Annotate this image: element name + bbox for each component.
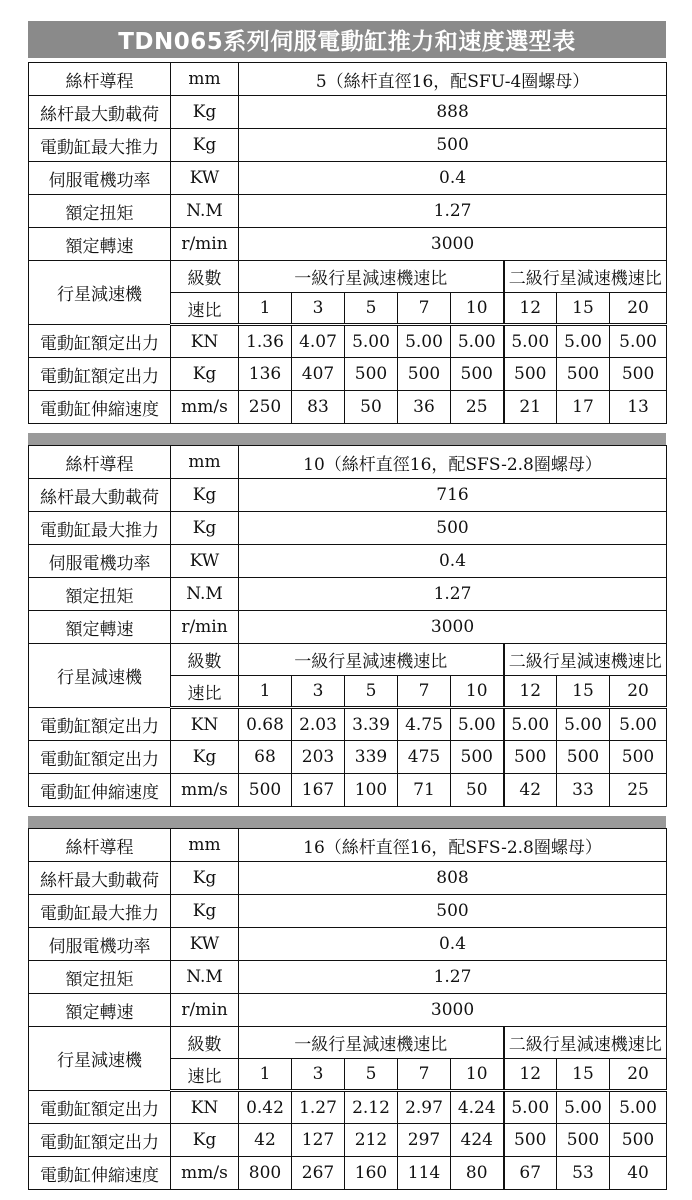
stroke-speed-row <box>29 774 667 807</box>
spec-table <box>28 62 667 424</box>
planetary-reducer-label: 行星減速機 <box>29 261 171 325</box>
value-cell: 500 <box>557 1124 610 1157</box>
value-cell: 67 <box>504 1157 557 1190</box>
reducer-stage-row <box>29 1027 667 1059</box>
value-cell: 203 <box>292 741 345 774</box>
spec-table <box>28 828 667 1190</box>
value-cell: 5.00 <box>451 708 504 741</box>
rated-speed-row <box>29 994 667 1027</box>
unit-cell: KW <box>171 162 239 195</box>
stroke-speed-row <box>29 1157 667 1190</box>
lead-row <box>29 829 667 862</box>
value-cell: 1.27 <box>292 1091 345 1124</box>
row-label: 電動缸伸縮速度 <box>29 1157 171 1190</box>
spec-table-section-3 <box>28 828 666 1190</box>
ratio-cell: 12 <box>504 293 557 325</box>
value-cell: 50 <box>345 391 398 424</box>
ratio-label: 速比 <box>171 1059 239 1091</box>
ratio-cell: 3 <box>292 293 345 325</box>
row-label: 電動缸額定出力 <box>29 1124 171 1157</box>
value-cell: 68 <box>239 741 292 774</box>
unit-cell: Kg <box>171 862 239 895</box>
value-cell: 297 <box>398 1124 451 1157</box>
value-cell: 407 <box>292 358 345 391</box>
value-cell: 500 <box>610 1124 667 1157</box>
max-load-value: 716 <box>239 479 667 512</box>
value-cell: 5.00 <box>345 325 398 358</box>
value-cell: 0.42 <box>239 1091 292 1124</box>
ratio-cell: 12 <box>504 1059 557 1091</box>
servo-power-value: 0.4 <box>239 162 667 195</box>
max-thrust-row <box>29 895 667 928</box>
ratio-cell: 15 <box>557 1059 610 1091</box>
value-cell: 114 <box>398 1157 451 1190</box>
unit-cell: KN <box>171 708 239 741</box>
value-cell: 127 <box>292 1124 345 1157</box>
row-label: 電動缸額定出力 <box>29 358 171 391</box>
unit-cell: KW <box>171 928 239 961</box>
max-load-row <box>29 862 667 895</box>
max-thrust-row <box>29 512 667 545</box>
row-label: 絲杆最大動載荷 <box>29 479 171 512</box>
value-cell: 500 <box>504 741 557 774</box>
unit-cell: mm <box>171 829 239 862</box>
value-cell: 500 <box>557 358 610 391</box>
unit-cell: Kg <box>171 1124 239 1157</box>
value-cell: 475 <box>398 741 451 774</box>
ratio-cell: 3 <box>292 676 345 708</box>
value-cell: 5.00 <box>610 1091 667 1124</box>
value-cell: 5.00 <box>504 1091 557 1124</box>
ratio-cell: 7 <box>398 676 451 708</box>
unit-cell: mm/s <box>171 391 239 424</box>
ratio-cell: 20 <box>610 676 667 708</box>
ratio-cell: 10 <box>451 1059 504 1091</box>
stage1-header: 一級行星減速機速比 <box>239 261 504 293</box>
ratio-cell: 7 <box>398 1059 451 1091</box>
ratio-cell: 15 <box>557 293 610 325</box>
value-cell: 167 <box>292 774 345 807</box>
unit-cell: Kg <box>171 96 239 129</box>
ratio-label: 速比 <box>171 293 239 325</box>
value-cell: 83 <box>292 391 345 424</box>
page-title: TDN065系列伺服電動缸推力和速度選型表 <box>28 21 666 58</box>
section-separator <box>28 433 666 445</box>
row-label: 電動缸最大推力 <box>29 512 171 545</box>
rated-output-kn-row <box>29 708 667 741</box>
value-cell: 4.75 <box>398 708 451 741</box>
ratio-cell: 10 <box>451 676 504 708</box>
stage-label: 級數 <box>171 261 239 293</box>
row-label: 絲杆導程 <box>29 829 171 862</box>
row-label: 伺服電機功率 <box>29 162 171 195</box>
row-label: 絲杆最大動載荷 <box>29 862 171 895</box>
value-cell: 500 <box>504 358 557 391</box>
lead-row <box>29 446 667 479</box>
rated-torque-value: 1.27 <box>239 961 667 994</box>
row-label: 電動缸額定出力 <box>29 708 171 741</box>
value-cell: 500 <box>398 358 451 391</box>
value-cell: 500 <box>504 1124 557 1157</box>
row-label: 額定轉速 <box>29 611 171 644</box>
value-cell: 2.12 <box>345 1091 398 1124</box>
row-label: 伺服電機功率 <box>29 545 171 578</box>
value-cell: 53 <box>557 1157 610 1190</box>
stage1-header: 一級行星減速機速比 <box>239 1027 504 1059</box>
servo-power-value: 0.4 <box>239 928 667 961</box>
ratio-cell: 5 <box>345 1059 398 1091</box>
rated-speed-value: 3000 <box>239 228 667 261</box>
stage1-header: 一級行星減速機速比 <box>239 644 504 676</box>
max-load-value: 808 <box>239 862 667 895</box>
value-cell: 500 <box>451 741 504 774</box>
value-cell: 267 <box>292 1157 345 1190</box>
stage2-header: 二級行星減速機速比 <box>504 644 667 676</box>
servo-power-row <box>29 928 667 961</box>
ratio-cell: 1 <box>239 293 292 325</box>
rated-output-kn-row <box>29 1091 667 1124</box>
row-label: 額定扭矩 <box>29 578 171 611</box>
value-cell: 4.24 <box>451 1091 504 1124</box>
screw-lead-value: 16（絲杆直徑16，配SFS-2.8圈螺母） <box>239 829 667 862</box>
value-cell: 5.00 <box>610 325 667 358</box>
value-cell: 25 <box>610 774 667 807</box>
value-cell: 71 <box>398 774 451 807</box>
planetary-reducer-label: 行星減速機 <box>29 1027 171 1091</box>
value-cell: 500 <box>610 741 667 774</box>
value-cell: 5.00 <box>557 1091 610 1124</box>
max-thrust-value: 500 <box>239 129 667 162</box>
lead-row <box>29 63 667 96</box>
unit-cell: N.M <box>171 195 239 228</box>
max-load-row <box>29 96 667 129</box>
rated-torque-row <box>29 195 667 228</box>
unit-cell: r/min <box>171 994 239 1027</box>
servo-power-value: 0.4 <box>239 545 667 578</box>
value-cell: 5.00 <box>504 708 557 741</box>
value-cell: 500 <box>610 358 667 391</box>
unit-cell: mm <box>171 63 239 96</box>
unit-cell: KN <box>171 325 239 358</box>
row-label: 額定扭矩 <box>29 195 171 228</box>
rated-speed-value: 3000 <box>239 994 667 1027</box>
ratio-cell: 7 <box>398 293 451 325</box>
rated-output-kg-row <box>29 358 667 391</box>
max-load-value: 888 <box>239 96 667 129</box>
row-label: 電動缸伸縮速度 <box>29 774 171 807</box>
value-cell: 136 <box>239 358 292 391</box>
row-label: 電動缸最大推力 <box>29 129 171 162</box>
value-cell: 800 <box>239 1157 292 1190</box>
value-cell: 1.36 <box>239 325 292 358</box>
value-cell: 500 <box>557 741 610 774</box>
row-label: 絲杆最大動載荷 <box>29 96 171 129</box>
value-cell: 13 <box>610 391 667 424</box>
stage2-header: 二級行星減速機速比 <box>504 261 667 293</box>
planetary-reducer-label: 行星減速機 <box>29 644 171 708</box>
ratio-cell: 1 <box>239 676 292 708</box>
spec-table <box>28 445 667 807</box>
value-cell: 500 <box>451 358 504 391</box>
stroke-speed-row <box>29 391 667 424</box>
value-cell: 25 <box>451 391 504 424</box>
row-label: 電動缸最大推力 <box>29 895 171 928</box>
stage-label: 級數 <box>171 644 239 676</box>
value-cell: 500 <box>345 358 398 391</box>
stage-label: 級數 <box>171 1027 239 1059</box>
row-label: 電動缸額定出力 <box>29 325 171 358</box>
row-label: 絲杆導程 <box>29 63 171 96</box>
max-load-row <box>29 479 667 512</box>
unit-cell: N.M <box>171 578 239 611</box>
unit-cell: N.M <box>171 961 239 994</box>
ratio-cell: 1 <box>239 1059 292 1091</box>
max-thrust-row <box>29 129 667 162</box>
ratio-label: 速比 <box>171 676 239 708</box>
value-cell: 100 <box>345 774 398 807</box>
ratio-cell: 12 <box>504 676 557 708</box>
max-thrust-value: 500 <box>239 512 667 545</box>
row-label: 額定轉速 <box>29 228 171 261</box>
value-cell: 5.00 <box>504 325 557 358</box>
unit-cell: Kg <box>171 129 239 162</box>
ratio-cell: 20 <box>610 293 667 325</box>
value-cell: 42 <box>504 774 557 807</box>
row-label: 電動缸伸縮速度 <box>29 391 171 424</box>
ratio-cell: 10 <box>451 293 504 325</box>
max-thrust-value: 500 <box>239 895 667 928</box>
section-separator <box>28 816 666 828</box>
reducer-stage-row <box>29 644 667 676</box>
value-cell: 5.00 <box>610 708 667 741</box>
value-cell: 17 <box>557 391 610 424</box>
unit-cell: mm/s <box>171 774 239 807</box>
unit-cell: Kg <box>171 895 239 928</box>
rated-torque-row <box>29 961 667 994</box>
value-cell: 3.39 <box>345 708 398 741</box>
unit-cell: KW <box>171 545 239 578</box>
unit-cell: r/min <box>171 611 239 644</box>
row-label: 絲杆導程 <box>29 446 171 479</box>
value-cell: 424 <box>451 1124 504 1157</box>
spec-table-section-1 <box>28 62 666 424</box>
ratio-cell: 3 <box>292 1059 345 1091</box>
value-cell: 80 <box>451 1157 504 1190</box>
value-cell: 339 <box>345 741 398 774</box>
value-cell: 21 <box>504 391 557 424</box>
value-cell: 5.00 <box>557 708 610 741</box>
screw-lead-value: 10（絲杆直徑16，配SFS-2.8圈螺母） <box>239 446 667 479</box>
spec-table-section-2 <box>28 445 666 807</box>
value-cell: 5.00 <box>557 325 610 358</box>
unit-cell: Kg <box>171 741 239 774</box>
ratio-cell: 5 <box>345 293 398 325</box>
ratio-cell: 15 <box>557 676 610 708</box>
unit-cell: Kg <box>171 512 239 545</box>
screw-lead-value: 5（絲杆直徑16，配SFU-4圈螺母） <box>239 63 667 96</box>
value-cell: 2.03 <box>292 708 345 741</box>
value-cell: 500 <box>239 774 292 807</box>
value-cell: 2.97 <box>398 1091 451 1124</box>
servo-power-row <box>29 162 667 195</box>
value-cell: 33 <box>557 774 610 807</box>
rated-output-kn-row <box>29 325 667 358</box>
unit-cell: mm <box>171 446 239 479</box>
rated-torque-value: 1.27 <box>239 578 667 611</box>
ratio-cell: 5 <box>345 676 398 708</box>
value-cell: 50 <box>451 774 504 807</box>
value-cell: 0.68 <box>239 708 292 741</box>
value-cell: 36 <box>398 391 451 424</box>
rated-output-kg-row <box>29 1124 667 1157</box>
unit-cell: Kg <box>171 358 239 391</box>
stage2-header: 二級行星減速機速比 <box>504 1027 667 1059</box>
unit-cell: r/min <box>171 228 239 261</box>
rated-torque-value: 1.27 <box>239 195 667 228</box>
rated-output-kg-row <box>29 741 667 774</box>
rated-speed-row <box>29 228 667 261</box>
unit-cell: mm/s <box>171 1157 239 1190</box>
value-cell: 5.00 <box>451 325 504 358</box>
value-cell: 4.07 <box>292 325 345 358</box>
value-cell: 160 <box>345 1157 398 1190</box>
rated-speed-row <box>29 611 667 644</box>
value-cell: 250 <box>239 391 292 424</box>
row-label: 額定轉速 <box>29 994 171 1027</box>
row-label: 額定扭矩 <box>29 961 171 994</box>
unit-cell: KN <box>171 1091 239 1124</box>
row-label: 電動缸額定出力 <box>29 741 171 774</box>
row-label: 電動缸額定出力 <box>29 1091 171 1124</box>
value-cell: 212 <box>345 1124 398 1157</box>
row-label: 伺服電機功率 <box>29 928 171 961</box>
rated-torque-row <box>29 578 667 611</box>
value-cell: 5.00 <box>398 325 451 358</box>
ratio-cell: 20 <box>610 1059 667 1091</box>
rated-speed-value: 3000 <box>239 611 667 644</box>
servo-power-row <box>29 545 667 578</box>
reducer-stage-row <box>29 261 667 293</box>
unit-cell: Kg <box>171 479 239 512</box>
value-cell: 40 <box>610 1157 667 1190</box>
value-cell: 42 <box>239 1124 292 1157</box>
